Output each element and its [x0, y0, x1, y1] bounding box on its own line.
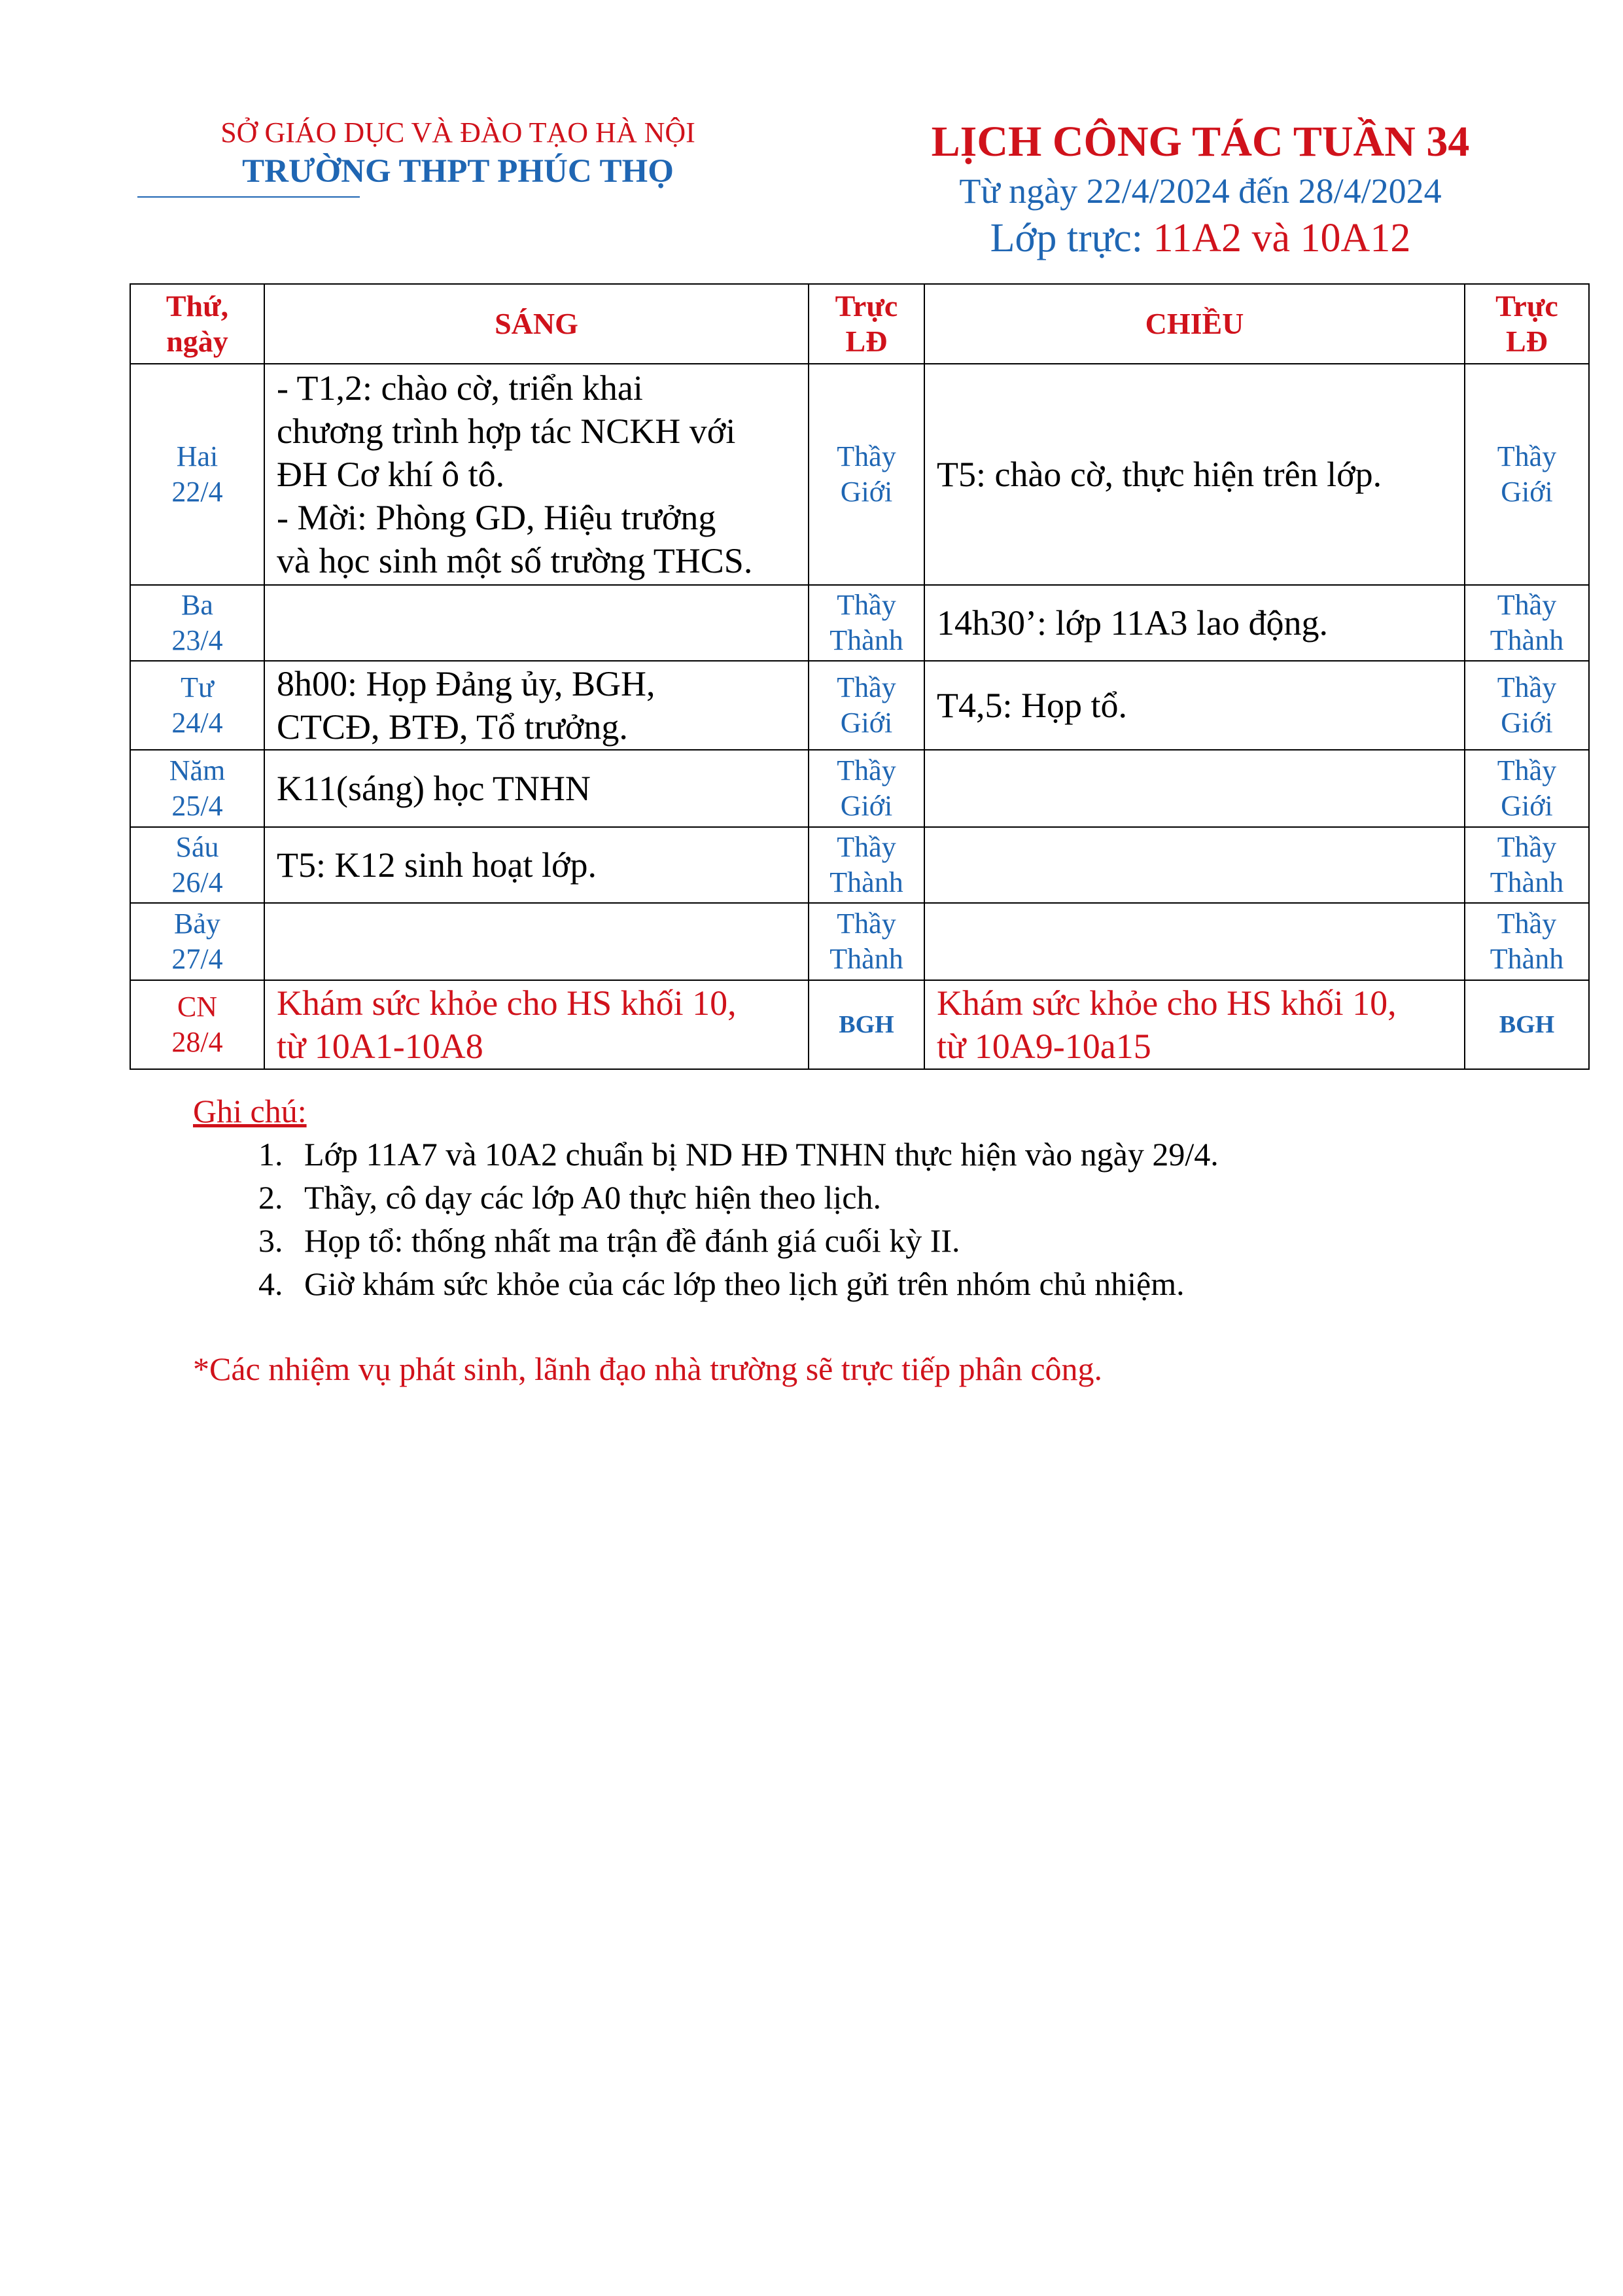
- lead-line1: Thầy: [837, 440, 896, 472]
- lead-line1: Thầy: [837, 831, 896, 863]
- morning-lead-cell: [809, 827, 924, 903]
- morning-line: CTCĐ, BTĐ, Tổ trưởng.: [277, 707, 628, 747]
- lead-line2: Giới: [840, 707, 893, 739]
- table-row: [130, 903, 1589, 980]
- afternoon-line: T5: chào cờ, thực hiện trên lớp.: [937, 455, 1382, 494]
- lead-line2: Giới: [840, 790, 893, 822]
- lead-line1: Thầy: [837, 754, 896, 786]
- morning-line: T5: K12 sinh hoạt lớp.: [277, 845, 597, 885]
- lead-line1: Thầy: [837, 589, 896, 621]
- morning-line: ĐH Cơ khí ô tô.: [277, 455, 505, 494]
- morning-lead-cell: [809, 750, 924, 827]
- lead-line1: Thầy: [1497, 908, 1557, 940]
- afternoon-cell: [924, 903, 1465, 980]
- lead-line1: Thầy: [1497, 831, 1557, 863]
- header-afternoon-lead: [1465, 284, 1589, 364]
- day-date: 25/4: [171, 790, 223, 822]
- morning-line: chương trình hợp tác NCKH với: [277, 412, 736, 451]
- day-name: Hai: [176, 440, 218, 472]
- note-item: 1. Lớp 11A7 và 10A2 chuẩn bị ND HĐ TNHN thực hiện vào ngày 29/4.: [291, 1133, 1501, 1176]
- lead-line2: Thành: [829, 866, 903, 898]
- morning-lead-cell: [809, 661, 924, 750]
- day-date: 22/4: [171, 476, 223, 508]
- afternoon-lead-cell: [1465, 661, 1589, 750]
- lead-line1: Thầy: [1497, 589, 1557, 621]
- afternoon-lead-cell: [1465, 980, 1589, 1069]
- date-range: Từ ngày 22/4/2024 đến 28/4/2024: [959, 171, 1442, 211]
- afternoon-line: Khám sức khỏe cho HS khối 10,: [937, 983, 1397, 1023]
- morning-cell: [264, 750, 809, 827]
- note-item: 2. Thầy, cô dạy các lớp A0 thực hiện theo lịch.: [291, 1176, 1501, 1219]
- day-cell: [130, 750, 264, 827]
- morning-cell: [264, 585, 809, 661]
- lead-line2: Giới: [840, 476, 893, 508]
- afternoon-line: từ 10A9-10a15: [937, 1027, 1151, 1066]
- lead-line2: Thành: [829, 624, 903, 656]
- header-afternoon: CHIỀU: [924, 284, 1465, 364]
- day-name: Bảy: [174, 908, 220, 940]
- lead-line2: Giới: [1501, 707, 1553, 739]
- afternoon-cell: [924, 364, 1465, 585]
- day-date: 28/4: [171, 1026, 223, 1058]
- table-row: [130, 585, 1589, 661]
- header-morning-lead: [809, 284, 924, 364]
- day-cell: [130, 364, 264, 585]
- lead-line1: Thầy: [1497, 671, 1557, 703]
- school-name: TRƯỜNG THPT PHÚC THỌ: [242, 153, 674, 190]
- day-cell: [130, 903, 264, 980]
- issuer-block: [164, 115, 752, 192]
- afternoon-lead-cell: [1465, 750, 1589, 827]
- notes-section: [193, 1089, 1501, 1390]
- lead-line1: BGH: [1499, 1011, 1555, 1038]
- header-day-line1: Thứ,: [166, 289, 229, 323]
- day-name: Ba: [181, 589, 213, 621]
- duty-class-value: 11A2 và 10A12: [1153, 216, 1411, 260]
- lead-line2: Thành: [1490, 624, 1564, 656]
- table-row: [130, 750, 1589, 827]
- notes-title: Ghi chú:: [193, 1093, 307, 1129]
- morning-lead-cell: [809, 903, 924, 980]
- header-lead-line2: LĐ: [845, 325, 888, 358]
- morning-cell: [264, 364, 809, 585]
- afternoon-cell: [924, 980, 1465, 1069]
- morning-line: Khám sức khỏe cho HS khối 10,: [277, 983, 737, 1023]
- note-item: 4. Giờ khám sức khỏe của các lớp theo lịch gửi trên nhóm chủ nhiệm.: [291, 1262, 1501, 1305]
- header-lead-line1: Trực: [835, 289, 898, 323]
- morning-line: K11(sáng) học TNHN: [277, 769, 591, 808]
- afternoon-cell: [924, 661, 1465, 750]
- morning-line: 8h00: Họp Đảng ủy, BGH,: [277, 664, 655, 703]
- afternoon-lead-cell: [1465, 364, 1589, 585]
- day-cell: [130, 980, 264, 1069]
- morning-line: và học sinh một số trường THCS.: [277, 541, 753, 580]
- table-row: [130, 980, 1589, 1069]
- duty-class-line: [864, 213, 1537, 264]
- notes-list: [193, 1133, 1501, 1305]
- lead-line2: Giới: [1501, 790, 1553, 822]
- header-day-line2: ngày: [166, 325, 228, 358]
- day-name: Năm: [169, 754, 226, 786]
- afternoon-cell: [924, 585, 1465, 661]
- lead-line2: Giới: [1501, 476, 1553, 508]
- morning-cell: [264, 980, 809, 1069]
- afternoon-cell: [924, 827, 1465, 903]
- morning-cell: [264, 827, 809, 903]
- lead-line2: Thành: [829, 943, 903, 975]
- table-row: [130, 827, 1589, 903]
- schedule-table: [130, 283, 1590, 1070]
- day-cell: [130, 585, 264, 661]
- day-date: 26/4: [171, 866, 223, 898]
- afternoon-lead-cell: [1465, 903, 1589, 980]
- lead-line1: Thầy: [1497, 440, 1557, 472]
- afternoon-line: T4,5: Họp tổ.: [937, 686, 1127, 725]
- morning-line: - T1,2: chào cờ, triển khai: [277, 368, 643, 408]
- note-item: 3. Họp tổ: thống nhất ma trận đề đánh giá cuối kỳ II.: [291, 1219, 1501, 1262]
- afternoon-line: 14h30’: lớp 11A3 lao động.: [937, 603, 1329, 643]
- morning-line: từ 10A1-10A8: [277, 1027, 483, 1066]
- day-cell: [130, 661, 264, 750]
- header-day: [130, 284, 264, 364]
- day-date: 27/4: [171, 943, 223, 975]
- lead-line2: Thành: [1490, 943, 1564, 975]
- morning-line: - Mời: Phòng GD, Hiệu trưởng: [277, 498, 716, 537]
- title-block: [864, 115, 1537, 264]
- day-name: Tư: [181, 671, 214, 703]
- closing-note: *Các nhiệm vụ phát sinh, lãnh đạo nhà trường sẽ trực tiếp phân công.: [193, 1351, 1103, 1387]
- header-lead-line2: LĐ: [1506, 325, 1548, 358]
- lead-line1: Thầy: [837, 908, 896, 940]
- lead-line1: BGH: [839, 1011, 894, 1038]
- lead-line2: Thành: [1490, 866, 1564, 898]
- afternoon-lead-cell: [1465, 585, 1589, 661]
- department-name: SỞ GIÁO DỤC VÀ ĐÀO TẠO HÀ NỘI: [220, 116, 695, 149]
- morning-cell: [264, 661, 809, 750]
- table-header-row: [130, 284, 1589, 364]
- morning-lead-cell: [809, 585, 924, 661]
- morning-cell: [264, 903, 809, 980]
- day-name: CN: [177, 991, 218, 1023]
- lead-line1: Thầy: [837, 671, 896, 703]
- morning-lead-cell: [809, 980, 924, 1069]
- lead-line1: Thầy: [1497, 754, 1557, 786]
- page-title: LỊCH CÔNG TÁC TUẦN 34: [931, 118, 1470, 166]
- day-date: 23/4: [171, 624, 223, 656]
- day-cell: [130, 827, 264, 903]
- morning-lead-cell: [809, 364, 924, 585]
- header-morning: SÁNG: [264, 284, 809, 364]
- table-row: [130, 364, 1589, 585]
- header-lead-line1: Trực: [1495, 289, 1558, 323]
- afternoon-lead-cell: [1465, 827, 1589, 903]
- afternoon-cell: [924, 750, 1465, 827]
- day-name: Sáu: [175, 831, 219, 863]
- table-row: [130, 661, 1589, 750]
- duty-class-label: Lớp trực:: [990, 216, 1143, 260]
- day-date: 24/4: [171, 707, 223, 739]
- schedule-body: [130, 364, 1589, 1069]
- school-underline: [137, 196, 360, 198]
